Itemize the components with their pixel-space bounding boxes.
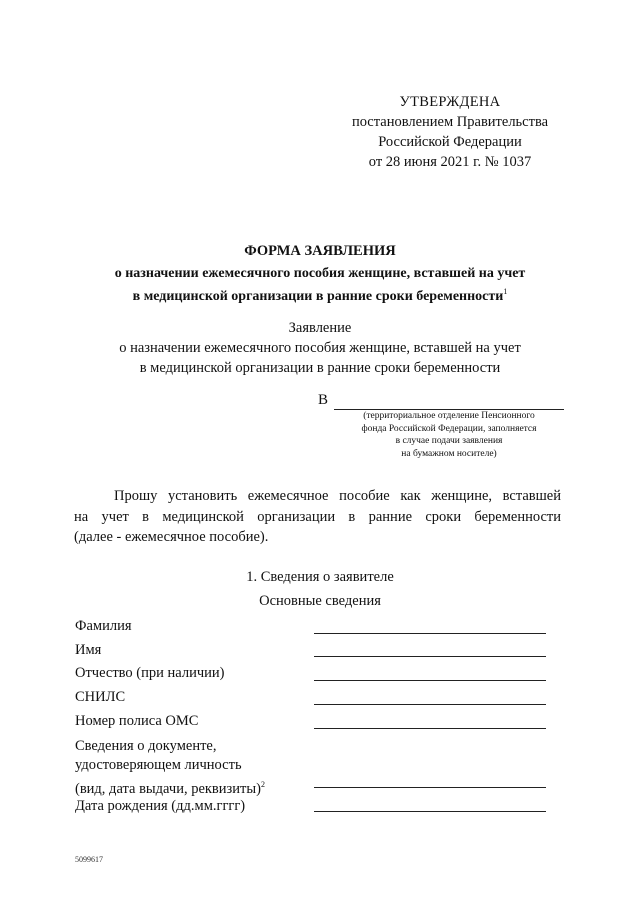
approval-block (330, 92, 570, 172)
id-document-line3 (75, 775, 265, 799)
recipient-note (334, 410, 564, 460)
field-label-birth-date: Дата рождения (дд.мм.гггг) (75, 798, 246, 814)
request-line1: Прошу установить ежемесячное пособие как женщине, вставшей (114, 488, 561, 504)
form-subtitle-line2-text: в медицинской организации в ранние сроки беременности (132, 289, 504, 304)
field-line-name[interactable] (314, 656, 546, 657)
footnote-marker-2: 2 (260, 780, 265, 789)
field-line-id-document[interactable] (314, 787, 546, 788)
form-subtitle (0, 265, 640, 306)
recipient-note-line4: на бумажном носителе) (401, 448, 497, 459)
id-document-line2: удостоверяющем личность (75, 757, 242, 773)
field-label-oms: Номер полиса ОМС (75, 713, 199, 729)
form-title: ФОРМА ЗАЯВЛЕНИЯ (244, 243, 396, 259)
application-line2: в медицинской организации в ранние сроки беременности (139, 360, 501, 376)
id-document-line3-text: (вид, дата выдачи, реквизиты) (75, 781, 261, 797)
application-heading-block (0, 318, 640, 378)
request-line3: (далее - ежемесячное пособие). (74, 529, 269, 545)
recipient-note-line1: (территориальное отделение Пенсионного (363, 411, 535, 421)
request-paragraph (74, 486, 561, 548)
field-line-oms[interactable] (314, 728, 546, 729)
id-document-line1: Сведения о документе, (75, 738, 217, 754)
approval-authority: Российской Федерации (378, 134, 522, 150)
section1-subtitle: Основные сведения (259, 593, 381, 609)
approval-date-number: от 28 июня 2021 г. № 1037 (368, 154, 532, 170)
section1-title: 1. Сведения о заявителе (246, 569, 394, 585)
request-line2: на учет в медицинской организации в ранние сроки беременности (74, 508, 561, 525)
recipient-note-line2: фонда Российской Федерации, заполняется (361, 423, 537, 434)
approval-decree: постановлением Правительства (351, 114, 549, 130)
document-code: 5099617 (75, 855, 103, 864)
field-line-patronymic[interactable] (314, 680, 546, 681)
field-line-surname[interactable] (314, 633, 546, 634)
field-line-snils[interactable] (314, 704, 546, 705)
application-heading: Заявление (288, 320, 352, 336)
approval-title: УТВЕРЖДЕНА (399, 94, 501, 110)
field-label-snils: СНИЛС (75, 689, 126, 705)
recipient-note-line3: в случае подачи заявления (395, 436, 503, 446)
application-line1: о назначении ежемесячного пособия женщине, вставшей на учет (119, 340, 521, 356)
footnote-marker-1: 1 (503, 287, 508, 296)
recipient-prefix: В (318, 392, 329, 408)
field-label-surname: Фамилия (75, 618, 132, 634)
form-subtitle-line2 (0, 283, 640, 306)
form-subtitle-line1: о назначении ежемесячного пособия женщине, вставшей на учет (114, 266, 526, 281)
field-label-patronymic: Отчество (при наличии) (75, 665, 225, 681)
field-label-name: Имя (75, 642, 102, 658)
field-label-id-document (75, 737, 265, 799)
field-line-birth-date[interactable] (314, 811, 546, 812)
